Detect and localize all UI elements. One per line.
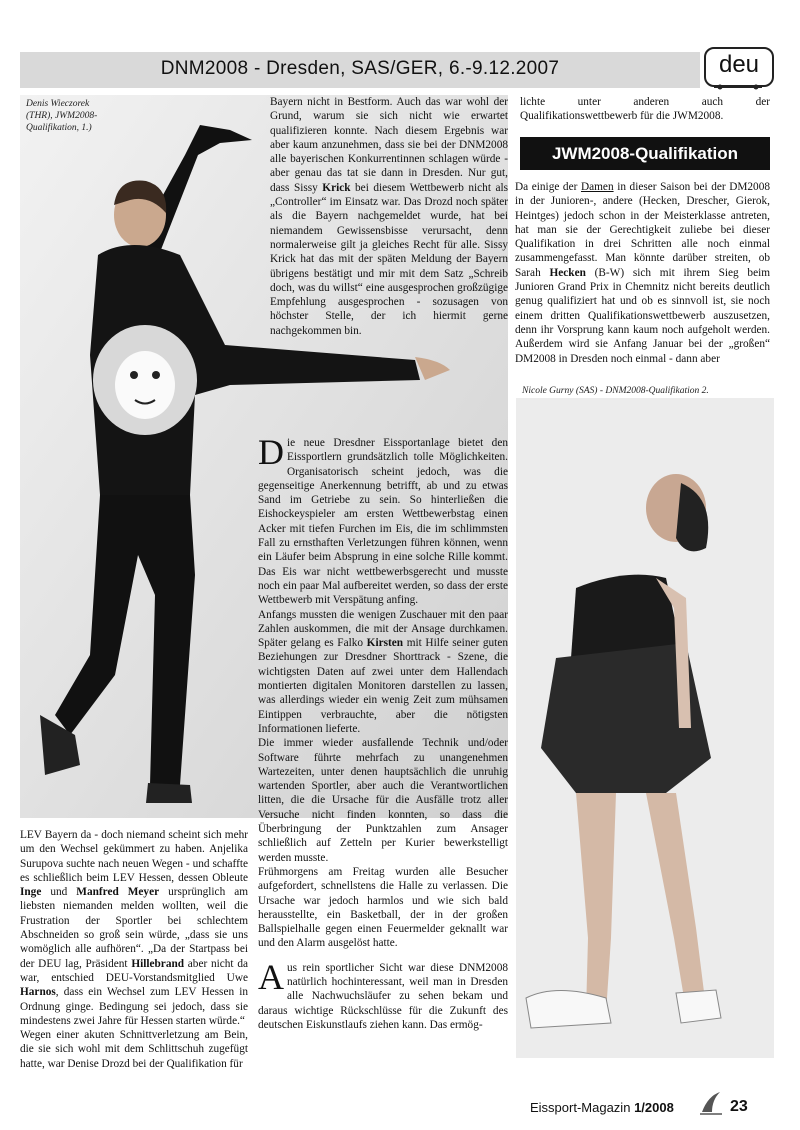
col3-text-a: Da einige der [515,181,578,193]
col1-und: und [50,886,68,899]
col3-top-text: lichte unter anderen auch der Qualifikationswettbewerb für die JWM2008. [520,96,770,123]
name-manfred-meyer: Manfred Meyer [76,886,160,899]
dropcap-a: A [258,956,284,997]
footer-magazine: Eissport-Magazin [530,1100,631,1115]
right-photo-caption: Nicole Gurny (SAS) - DNM2008-Qualifikation 2. [522,386,709,396]
photo-female-skater [516,398,774,1058]
page-number: 23 [730,1098,748,1115]
col1-text-a: LEV Bayern da - doch niemand scheint sich mehr um den Wechsel gekümmert zu haben. Anjelika Surupova suchte nach neuen Wegen - und schaffte es schließlich beim LEV Hessen, dessen Obleute [20,829,248,884]
female-skater-figure [516,398,774,1058]
word-damen: Damen [580,181,614,193]
skater-logo-icon [698,1090,724,1116]
col1-text-d: , dass ein Wechsel zum LEV Hessen in Ordnung ginge. Bedingung sei jedoch, dass sie mindestens zwei Jahre für Hessen starten würde.“ [20,986,248,1027]
col2-paragraph-4: Die immer wieder ausfallende Technik und/oder Software führte mehrfach zu unangenehmen Wartezeiten, unter denen hauptsächlich die unruhig wartenden Sportler, aber auch die Verantwortlichen litten, die die Ursache für die Ausfälle trotz aller Versuche nicht finden konnten, so dass die Überbringung der Punktzahlen zum Ansager schließlich auf Zetteln per Kurier bewerkstelligt werden musste. [258,737,508,864]
name-hillebrand: Hillebrand [131,957,185,970]
col2-paragraph-6: us rein sportlicher Sicht war diese DNM2008 natürlich hochinteressant, weil man in Dresden alle Nachwuchsläufer zu sehen bekam und daraus wichtige Rückschlüsse für die Zukunft des deutschen Eiskunstlaufs ziehen kann. Das ermög- [258,961,508,1031]
dropcap-d: D [258,432,284,472]
col3-text-c: (B-W) sich mit ihrem Sieg beim Junioren Grand Prix in Chemnitz nicht bereits deutlich genug qualifiziert hat und ob es sinnvoll ist, sie noch einem dritten Qualifikationswettbewerb auszusetzen, denn ihr Vorsprung kann kaum noch aufgeholt werden. Außerdem wird sie Anfang Januar bei der „großen“ DM2008 in Dresden noch einmal - dann aber [515,266,771,365]
name-krick: Krick [322,181,351,194]
column-3-top [520,95,770,124]
section-heading: JWM2008-Qualifikation [520,137,770,170]
deu-logo: deu [704,47,774,87]
footer-issue: 1/2008 [634,1100,674,1115]
col1-text-e: Wegen einer akuten Schnittverletzung am Bein, die sie sich wohl mit dem Schlittschuh zugefügt hatte, war Denise Drozd bei der Qualifikation für [20,1029,248,1070]
name-kirsten: Kirsten [366,637,404,650]
col2-paragraph-3b: mit Hilfe seiner guten Beziehungen zur Dresdner Shorttrack - Szene, die wichtigsten Daten auf zwei unter dem Hallendach montierten digitalen Monitoren darstellen zu lassen, was allerdings wieder ein wenig Zeit zum mühsamen Eintippen verbrauchte, aber die nötigsten Informationen lieferte. [258,637,508,735]
col1-text-c: aber nicht da war, entschied DEU-Vorstandsmitglied Uwe [20,957,248,984]
column-2-top [270,95,508,338]
col2-paragraph-3a: Anfangs mussten die wenigen Zuschauer mit den paar Zahlen auskommen, die mit der Ansage durchkamen. Später gelang es Falko [258,608,508,650]
column-3-body [515,180,770,366]
name-inge: Inge [20,886,42,899]
page-footer [530,1100,780,1115]
col2-paragraph-5: Frühmorgens am Freitag wurden alle Besucher aufgefordert, schnellstens die Halle zu verlassen. Die Ursache war jedoch harmlos und wie sich bald herausstellte, ein Basketball, der in der großen Ballspielhalle gegen einen Feuermelder geknallt war und den Alarm ausgelöst hatte. [258,865,508,950]
col2-top-text-b: bei diesem Wettbewerb nicht als „Controller“ im Einsatz war. Das Drozd noch später als die Bayern nachgemeldet wurde, hat bei niemandem Gewissensbisse verursacht, denn normalerweise gilt ja gleiches Recht für alle. Sissy Krick hat das mit der späten Meldung der Bayern übrigens bestätigt und mir mit dem Satz „Schreib doch, was du willst“ eine ausgesprochen großzügige Empfehlung ausgesprochen - sozusagen von höchster Stelle, der ich hiermit gerne nachgekommen bin. [270,181,508,337]
column-2-body [258,432,508,1032]
column-1-body [20,828,248,1071]
skate-icon [710,82,766,92]
name-harnos: Harnos [20,986,56,999]
page-title: DNM2008 - Dresden, SAS/GER, 6.-9.12.2007 [160,58,560,79]
col2-top-text: Bayern nicht in Bestform. Auch das war wohl der Grund, warum sie sich nicht wie erwartet qualifizieren konnte. Nach diesem Ergebnis war aber kaum anzunehmen, dass sie bei der DNM2008 alle bayerischen Konkurrentinnen schlagen würde - aber genau das tat sie dann in Dresden. Nur gut, dass Sissy [270,96,508,194]
col3-text-b: in dieser Saison bei der DM2008 in der Junioren-, andere (Hecken, Drescher, Gierok, Heintges) jedoch schon in der Meisterklasse antreten, hat man sie der Gerechtigkeit zuliebe bei dieser Qualifikation in drei Schritten alle noch einmal zusammengefasst. Man könnte darüber streiten, ob Sarah [515,181,771,279]
left-photo-caption: Denis Wieczorek (THR), JWM2008-Qualifikation, 1.) [26,99,98,133]
name-hecken: Hecken [549,266,586,279]
col2-paragraph-2: ie neue Dresdner Eissportanlage bietet den Eissportlern grundsätzlich tolle Möglichkeiten. Organisatorisch scheint jedoch, was die gegenseitige Anerkennung betrifft, ab und zu etwas Sand im Getriebe zu sein. So hinterließen die Eishockeyspieler am ersten Wettbewerbstag einen Acker mit tiefen Furchen im Eis, die im schlimmsten Fall zu ernsthaften Verletzungen führen können, wenn ein Läufer beim Absprung in eine solche Rille kommt. Das Eis war nicht wettbewerbsgerecht und musste noch ein paar Mal aufbereitet werden, so dass der erste Wettbewerb mit Verspätung anfing. [258,437,508,607]
col1-text-b: ursprünglich am liebsten niemanden melden wollten, weil die Frustration der Sportler bei schlechtem Abschneiden so groß sein würde, „dass sie uns womöglich alle aufhören“. „Da der Startpass bei der DEU lag, Präsident [20,886,249,970]
